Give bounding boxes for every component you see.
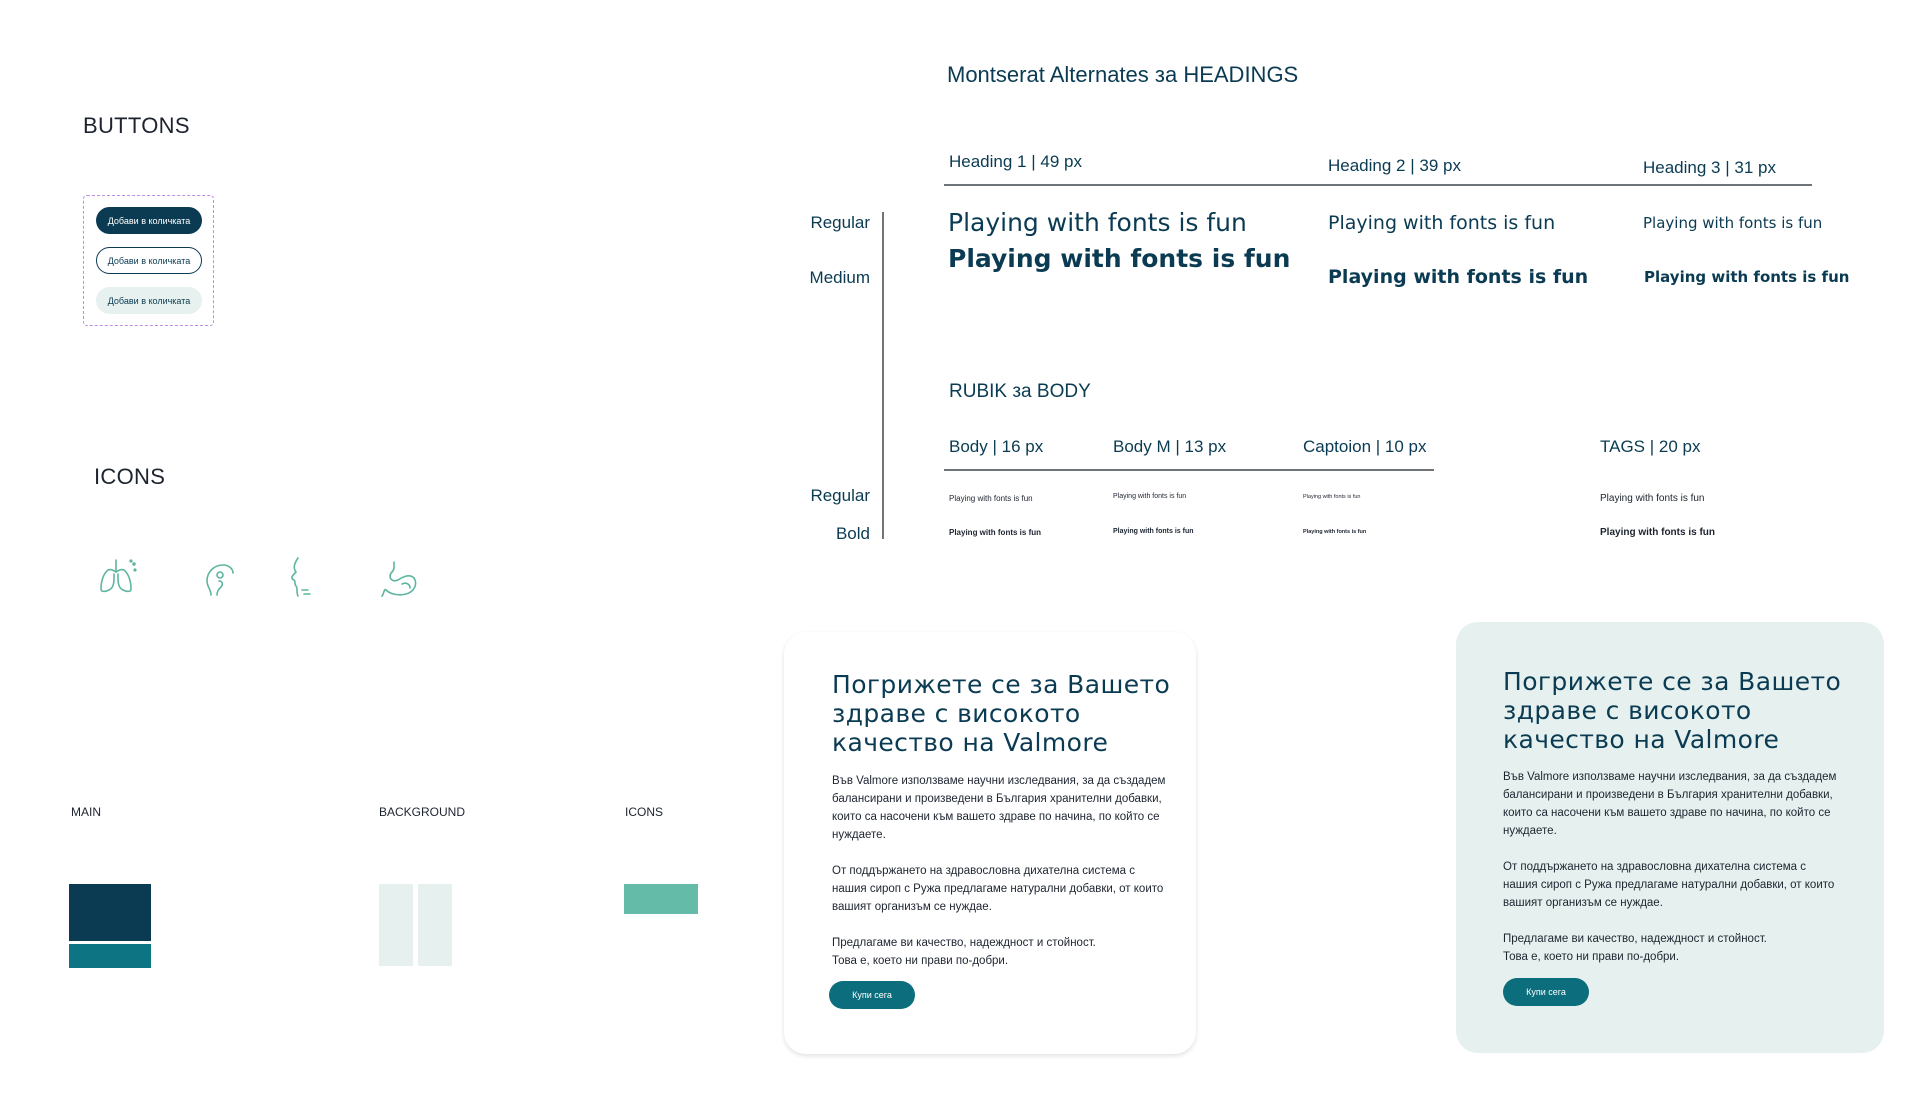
color-main-label: MAIN <box>71 805 101 819</box>
hero-card-heading: Погрижете се за Вашето здраве с високото качество на Valmore <box>1503 667 1842 754</box>
h1-regular-sample: Playing with fonts is fun <box>948 208 1247 237</box>
tags-bold-sample: Playing with fonts is fun <box>1600 527 1715 538</box>
add-to-cart-outline-button[interactable]: Добави в количката <box>96 247 202 274</box>
tags-regular-sample: Playing with fonts is fun <box>1600 493 1705 504</box>
hero-card-paragraph-2: От поддържането на здравословна дихателна система с нашия сироп с Ружа предлагаме натурални добавки, от които вашият организъм се нуждае. <box>1503 861 1835 909</box>
hero-card-paragraph-4: Това е, което ни прави по-добри. <box>832 955 1009 967</box>
hero-card-paragraph-4: Това е, което ни прави по-добри. <box>1503 951 1680 963</box>
h3-regular-sample: Playing with fonts is fun <box>1643 214 1823 232</box>
headings-regular-label: Regular <box>810 213 870 232</box>
body-spec: Body | 16 px <box>949 437 1044 456</box>
hero-card-mint <box>1456 622 1884 1053</box>
icons-color-swatch <box>624 884 698 914</box>
hero-card-paragraph-3: Предлагаме ви качество, надеждност и стойност. <box>832 937 1096 949</box>
background-swatch-2 <box>418 884 452 966</box>
h3-medium-sample: Playing with fonts is fun <box>1644 268 1850 286</box>
lungs-icon <box>98 558 138 594</box>
hero-card-paragraph-1: Във Valmore използваме научни изследвания, за да създадем балансирани и произведени в България хранителни добавки, които са насочени към вашето здраве по начина, по който се нуждаете. <box>832 775 1166 841</box>
headings-divider <box>944 184 1812 186</box>
hero-card-white <box>784 632 1196 1054</box>
stomach-icon <box>380 560 420 598</box>
hero-card-paragraph-2: От поддържането на здравословна дихателна система с нашия сироп с Ружа предлагаме натурални добавки, от които вашият организъм се нуждае. <box>832 865 1164 913</box>
main-teal-swatch <box>69 944 151 968</box>
buttons-frame <box>83 195 214 326</box>
buy-now-button[interactable]: Купи сега <box>829 981 915 1009</box>
body-divider <box>944 469 1434 471</box>
tags-spec: TAGS | 20 px <box>1600 437 1701 456</box>
buttons-title: BUTTONS <box>83 113 190 138</box>
typography-vertical-rule <box>882 212 884 539</box>
body-bold-label: Bold <box>835 524 870 543</box>
h2-regular-sample: Playing with fonts is fun <box>1328 212 1556 234</box>
add-to-cart-soft-button[interactable]: Добави в количката <box>96 287 202 314</box>
heading1-spec: Heading 1 | 49 px <box>949 152 1082 171</box>
caption-spec: Captoion | 10 px <box>1303 437 1427 456</box>
h2-medium-sample: Playing with fonts is fun <box>1328 266 1589 288</box>
hero-card-heading: Погрижете се за Вашето здраве с високото качество на Valmore <box>832 670 1171 757</box>
heading2-spec: Heading 2 | 39 px <box>1328 156 1461 175</box>
heading3-spec: Heading 3 | 31 px <box>1643 158 1776 177</box>
caption-regular-sample: Playing with fonts is fun <box>1303 494 1361 500</box>
body-regular-label: Regular <box>810 486 870 505</box>
body-m-spec: Body M | 13 px <box>1113 437 1227 456</box>
icons-title: ICONS <box>94 464 166 489</box>
body-m-bold-sample: Playing with fonts is fun <box>1113 528 1194 535</box>
throat-icon <box>203 561 237 597</box>
headings-medium-label: Medium <box>809 268 870 287</box>
color-background-label: BACKGROUND <box>379 805 466 819</box>
body-bold-sample: Playing with fonts is fun <box>949 528 1041 537</box>
hero-card-paragraph-1: Във Valmore използваме научни изследвания, за да създадем балансирани и произведени в България хранителни добавки, които са насочени към вашето здраве по начина, по който се нуждаете. <box>1503 771 1837 837</box>
main-dark-swatch <box>69 884 151 941</box>
caption-bold-sample: Playing with fonts is fun <box>1303 529 1367 535</box>
background-swatch-1 <box>379 884 413 966</box>
body-m-regular-sample: Playing with fonts is fun <box>1113 493 1187 500</box>
hero-card-paragraph-3: Предлагаме ви качество, надеждност и стойност. <box>1503 933 1767 945</box>
buy-now-button[interactable]: Купи сега <box>1503 978 1589 1006</box>
body-font-title: RUBIK за BODY <box>949 381 1091 402</box>
h1-medium-sample: Playing with fonts is fun <box>948 244 1291 273</box>
nose-face-icon <box>284 556 312 598</box>
headings-font-title: Montserat Alternates за HEADINGS <box>947 62 1299 87</box>
add-to-cart-primary-button[interactable]: Добави в количката <box>96 207 202 234</box>
color-icons-label: ICONS <box>625 805 664 819</box>
body-regular-sample: Playing with fonts is fun <box>949 494 1033 503</box>
